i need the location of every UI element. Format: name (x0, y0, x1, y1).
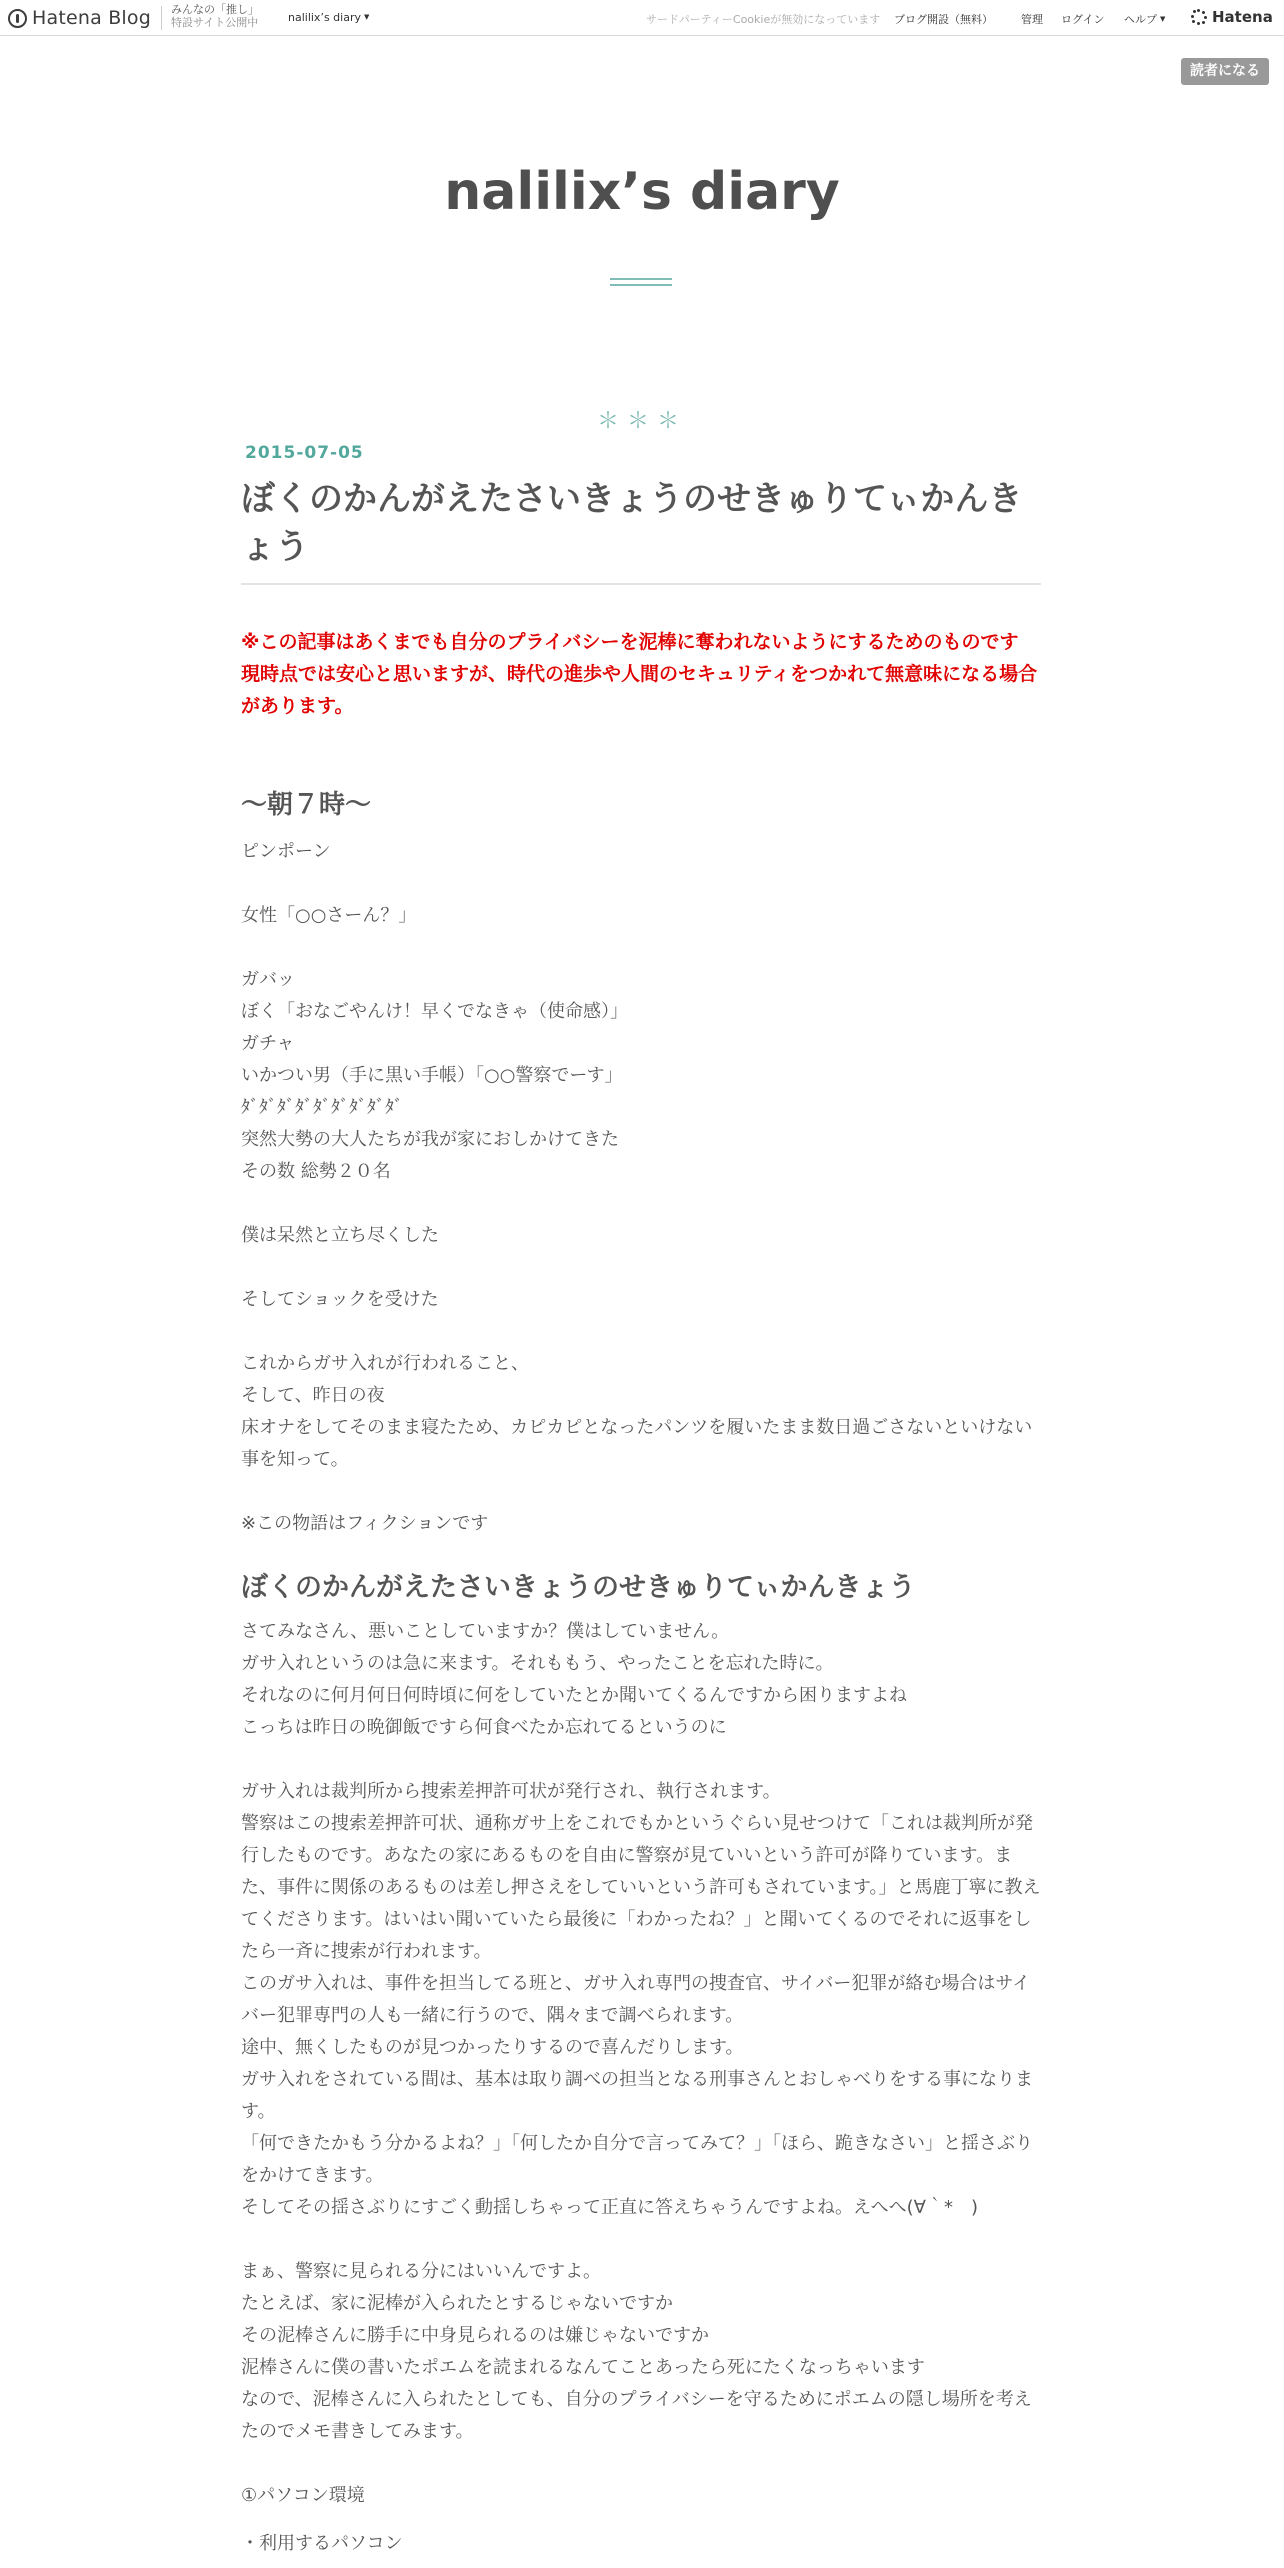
entry-title-divider (241, 583, 1041, 585)
warning-line-1: ※この記事はあくまでも自分のプライバシーを泥棒に奪われないようにするためのものです (241, 631, 1019, 653)
body-text: これからガサ入れが行われること、 (241, 1353, 529, 1374)
cookie-notice-link[interactable]: サードパーティーCookieが無効になっています (646, 13, 881, 26)
body-text: ※この物語はフィクションです (241, 1513, 489, 1534)
caret-down-icon: ▼ (363, 13, 370, 21)
entry-stars: ＊＊＊ (596, 409, 687, 434)
title-underline-top (610, 278, 672, 280)
body-text: そして、昨日の夜 (241, 1385, 385, 1406)
body-text: 突然大勢の大人たちが我が家におしかけてきた (241, 1129, 619, 1150)
body-text: その数 総勢２０名 (241, 1161, 391, 1182)
body-text: こっちは昨日の晩御飯ですら何食べたか忘れてるというのに (241, 1717, 727, 1738)
warning-line-2: 現時点では安心と思いますが、時代の進歩や人間のセキュリティをつかれて無意味になる場合があります。 (241, 663, 1038, 717)
login-link[interactable]: ログイン (1061, 13, 1105, 26)
body-text: ぼく「おなごやんけ！早くでなきゃ（使命感）」 (241, 1001, 628, 1022)
open-blog-link[interactable]: ブログ開設（無料） (894, 13, 993, 26)
body-text: ガサ入れは裁判所から捜索差押許可状が発行され、執行されます。 (241, 1781, 781, 1802)
body-text: ガサ入れをされている間は、基本は取り調べの担当となる刑事さんとおしゃべりをする事になります。 (241, 2069, 1033, 2122)
body-text: ピンポーン (241, 841, 331, 862)
caret-down-icon: ▼ (1160, 15, 1166, 23)
hatena-blog-logo-text: Hatena Blog (32, 7, 151, 29)
body-text: ガチャ (241, 1033, 295, 1054)
help-menu-label: ヘルプ (1124, 13, 1157, 26)
section-heading-morning: 〜朝７時〜 (241, 790, 372, 820)
body-text: その泥棒さんに勝手に中身見られるのは嫌じゃないですか (241, 2325, 709, 2346)
header-divider (161, 6, 162, 30)
entry-date-link[interactable]: 2015-07-05 (245, 443, 364, 463)
body-text: まぁ、警察に見られる分にはいいんですよ。 (241, 2261, 601, 2282)
hatena-label: Hatena (1212, 8, 1273, 26)
body-text: このガサ入れは、事件を担当してる班と、ガサ入れ専門の捜査官、サイバー犯罪が絡む場合はサイバー犯罪専門の人も一緒に行うので、隅々まで調べられます。 (241, 1973, 1031, 2026)
body-text: 僕は呆然と立ち尽くした (241, 1225, 439, 1246)
global-header (0, 0, 1284, 36)
body-text: ガサ入れというのは急に来ます。それももう、やったことを忘れた時に。 (241, 1653, 834, 1674)
hatena-dots-icon (1191, 9, 1207, 25)
body-text: 床オナをしてそのまま寝たため、カピカピとなったパンツを履いたまま数日過ごさないといけない事を知って。 (241, 1417, 1033, 1470)
help-menu[interactable] (1124, 11, 1165, 27)
blog-dropdown[interactable] (288, 11, 369, 24)
promo-line-2: 特設サイト公開中 (171, 16, 259, 29)
body-text: なので、泥棒さんに入られたとしても、自分のプライバシーを守るためにポエムの隠し場所を考えたのでメモ書きしてみます。 (241, 2389, 1032, 2442)
hatena-menu[interactable] (1191, 8, 1273, 26)
body-text: いかつい男（手に黒い手帳）「○○警察でーす」 (241, 1065, 623, 1086)
hatena-blog-logo[interactable] (8, 6, 151, 30)
body-text: 途中、無くしたものが見つかったりするので喜んだりします。 (241, 2037, 744, 2058)
body-text: それなのに何月何日何時頃に何をしていたとか聞いてくるんですから困りますよね (241, 1685, 907, 1706)
body-text: ガバッ (241, 969, 295, 990)
subscribe-button[interactable]: 読者になる (1181, 58, 1269, 85)
blog-dropdown-label: nalilix’s diary (288, 11, 361, 24)
promo-banner-link[interactable] (171, 3, 259, 29)
body-text: ・利用するパソコン (241, 2533, 403, 2554)
manage-link[interactable]: 管理 (1021, 13, 1043, 26)
body-text: ①パソコン環境 (241, 2485, 365, 2506)
body-text: さてみなさん、悪いことしていますか？僕はしていません。 (241, 1621, 730, 1642)
body-text: 泥棒さんに僕の書いたポエムを読まれるなんてことあったら死にたくなっちゃいます (241, 2357, 925, 2378)
body-text: ﾀﾞﾀﾞﾀﾞﾀﾞﾀﾞﾀﾞﾀﾞﾀﾞﾀﾞ (241, 1097, 403, 1118)
entry-title-link[interactable]: ぼくのかんがえたさいきょうのせきゅりてぃかんきょう (241, 479, 1023, 567)
blog-title[interactable]: nalilix’s diary (444, 162, 840, 222)
title-underline-bottom (610, 284, 672, 286)
body-text: たとえば、家に泥棒が入られたとするじゃないですか (241, 2293, 673, 2314)
body-text: そしてショックを受けた (241, 1289, 439, 1310)
section-heading-security: ぼくのかんがえたさいきょうのせきゅりてぃかんきょう (241, 1572, 916, 1603)
promo-line-1: みんなの「推し」 (171, 3, 259, 16)
body-text: 警察はこの捜索差押許可状、通称ガサ上をこれでもかというぐらい見せつけて「これは裁判所が発行したものです。あなたの家にあるものを自由に警察が見ていいという許可が降りています。また、事件に関係のあるものは差し押さえをしていいという許可もされています。」と馬鹿丁寧に教えてくださります。はいはい聞いていたら最後に「わかったね？」と聞いてくるのでそれに返事をしたら一斉に捜索が行われます。 (241, 1813, 1041, 1962)
hatena-blog-logo-icon (8, 9, 27, 28)
body-text: そしてその揺さぶりにすごく動揺しちゃって正直に答えちゃうんですよね。えへへ(∀｀* ) (241, 2197, 978, 2218)
body-text: 女性「○○さーん？」 (241, 905, 417, 926)
body-text: 「何できたかもう分かるよね？」「何したか自分で言ってみて？」「ほら、跪きなさい」と揺さぶりをかけてきます。 (241, 2133, 1033, 2186)
